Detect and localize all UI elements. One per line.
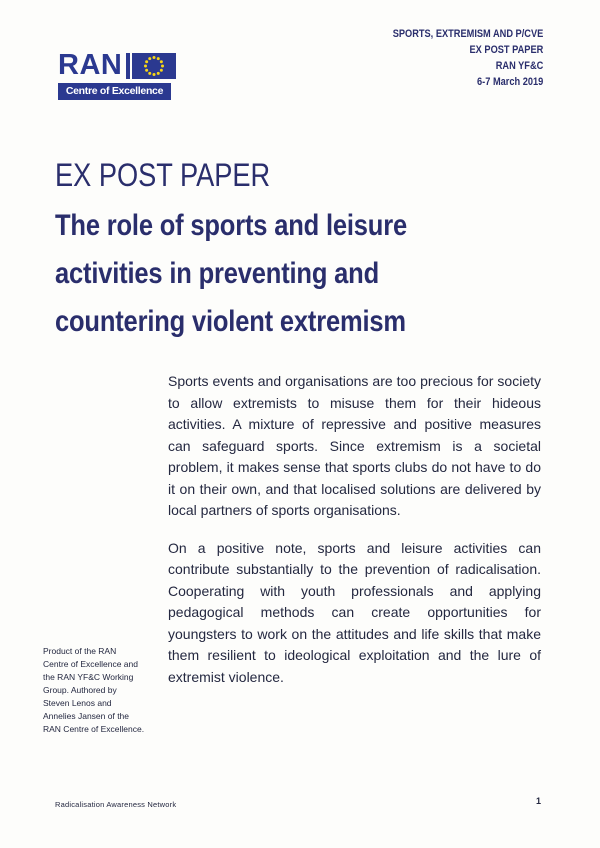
page-number: 1 [536, 796, 542, 806]
page-title-line: countering violent extremism [55, 305, 406, 338]
credit-note [43, 645, 163, 736]
credit-note-line: Group. Authored by [43, 685, 117, 695]
credit-note-line: Product of the RAN [43, 646, 117, 656]
intro-section [168, 371, 541, 704]
ran-logo-top [58, 49, 176, 81]
credit-note-line: RAN Centre of Excellence. [43, 724, 145, 734]
page-title [55, 202, 469, 346]
ran-wordmark: RAN [58, 49, 123, 81]
logo-divider [126, 53, 130, 79]
header-meta-line: SPORTS, EXTREMISM AND P/CVE [392, 28, 543, 40]
eu-flag-icon [132, 53, 176, 79]
header-meta-line: RAN YF&C [495, 60, 543, 72]
footer-network-label: Radicalisation Awareness Network [55, 800, 177, 809]
ran-logo [58, 49, 176, 100]
credit-note-line: Annelies Jansen of the [43, 711, 130, 721]
paper-type-heading: EX POST PAPER [55, 157, 271, 193]
page-title-line: activities in preventing and [55, 257, 379, 290]
header-meta-line: 6-7 March 2019 [476, 76, 543, 88]
ran-tagline: Centre of Excellence [58, 83, 171, 100]
header-meta [392, 26, 543, 90]
credit-note-line: Steven Lenos and [43, 698, 112, 708]
intro-paragraph-2: On a positive note, sports and leisure activities can contribute substantially to the prevention of radicalisation. Cooperating with youth professionals and applying pedagogical methods can create opportunities for youngsters to work on the attitudes and life skills that make them resilient to ideological exploitation and the lure of extremist violence. [168, 539, 541, 685]
credit-note-line: Centre of Excellence and [43, 659, 138, 669]
credit-note-line: the RAN YF&C Working [43, 672, 134, 682]
intro-paragraph-1: Sports events and organisations are too precious for society to allow extremists to misuse them for their hideous activities. A mixture of repressive and positive measures can safeguard sports. Since extremism is a societal problem, it makes sense that sports clubs do not have to do it on their own, and that localised solutions are delivered by local partners of sports organisations. [168, 373, 541, 518]
header-meta-line: EX POST PAPER [469, 44, 543, 56]
title-block [55, 155, 469, 346]
page-title-line: The role of sports and leisure [55, 209, 407, 242]
